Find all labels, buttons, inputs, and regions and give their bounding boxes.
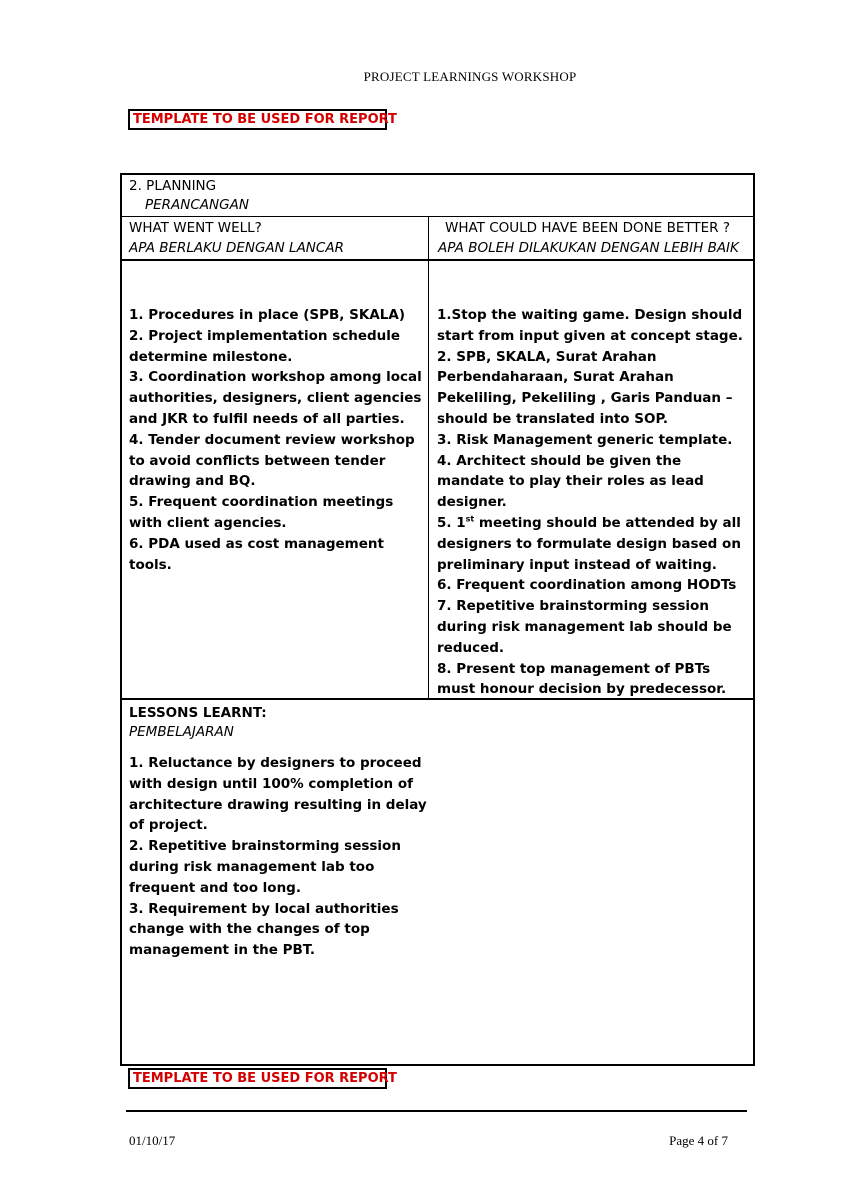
list-item-rest: meeting should be attended by all designers to formulate design based on preliminary input instead of waiting. [437, 514, 741, 573]
lessons-learnt-cell [122, 700, 753, 1064]
list-item: 3. Coordination workshop among local authorities, designers, client agencies and JKR to fulfil needs of all parties. [129, 369, 422, 427]
section-subtitle: PERANCANGAN [145, 197, 249, 213]
went-well-cell [122, 261, 429, 700]
done-better-heading: WHAT COULD HAVE BEEN DONE BETTER ? [445, 220, 731, 236]
ordinal-suffix: st [465, 514, 475, 524]
list-item: 4. Architect should be given the mandate to play their roles as lead designer. [437, 452, 704, 511]
template-stamp-bottom: TEMPLATE TO BE USED FOR REPORT [128, 1068, 387, 1089]
list-item: 4. Tender document review workshop to avoid conflicts between tender drawing and BQ. [129, 431, 415, 490]
planning-table [120, 173, 755, 1066]
list-item: 2. Repetitive brainstorming session during risk management lab too frequent and too long. [129, 838, 401, 896]
list-item: 7. Repetitive brainstorming session during risk management lab should be reduced. [437, 598, 732, 656]
lessons-list [129, 753, 429, 961]
list-item: 3. Requirement by local authorities change with the changes of top management in the PBT. [129, 900, 399, 959]
list-item: 8. Present top management of PBTs must honour decision by predecessor. [437, 660, 727, 698]
list-item: 3. Risk Management generic template. [437, 431, 733, 448]
list-item: 2. Project implementation schedule determine milestone. [129, 327, 401, 365]
list-item: 1. Reluctance by designers to proceed with design until 100% completion of architecture drawing resulting in delay of project. [129, 755, 427, 834]
section-title: 2. PLANNING [129, 178, 217, 194]
footer-divider [126, 1110, 747, 1112]
list-item: 5. Frequent coordination meetings with client agencies. [129, 494, 394, 531]
done-better-cell [429, 261, 753, 700]
list-item: 2. SPB, SKALA, Surat Arahan Perbendaharaan, Surat Arahan Pekeliling, Pekeliling , Garis Panduan – should be translated into SOP. [437, 348, 733, 427]
footer-page-number: Page 4 of 7 [669, 1133, 728, 1148]
column-header-done-better [429, 217, 753, 261]
column-header-went-well [122, 217, 429, 261]
template-stamp-top: TEMPLATE TO BE USED FOR REPORT [128, 109, 387, 130]
list-item-prefix: 5. 1 [437, 514, 466, 531]
list-item: 1.Stop the waiting game. Design should start from input given at concept stage. [437, 307, 743, 344]
lessons-title: LESSONS LEARNT: [129, 705, 267, 721]
lessons-subtitle: PEMBELAJARAN [129, 724, 234, 740]
went-well-heading: WHAT WENT WELL? [129, 220, 262, 236]
list-item: 6. PDA used as cost management tools. [129, 535, 384, 573]
document-header-title: PROJECT LEARNINGS WORKSHOP [363, 69, 577, 84]
list-item: 1. Procedures in place (SPB, SKALA) [129, 307, 405, 323]
done-better-subheading: APA BOLEH DILAKUKAN DENGAN LEBIH BAIK [438, 240, 739, 256]
done-better-list [437, 305, 751, 700]
footer-date: 01/10/17 [129, 1133, 176, 1148]
list-item: 6. Frequent coordination among HODTs [437, 577, 737, 594]
section-header [122, 175, 753, 217]
went-well-list [129, 305, 425, 575]
list-item [437, 513, 751, 575]
went-well-subheading: APA BERLAKU DENGAN LANCAR [129, 240, 344, 256]
